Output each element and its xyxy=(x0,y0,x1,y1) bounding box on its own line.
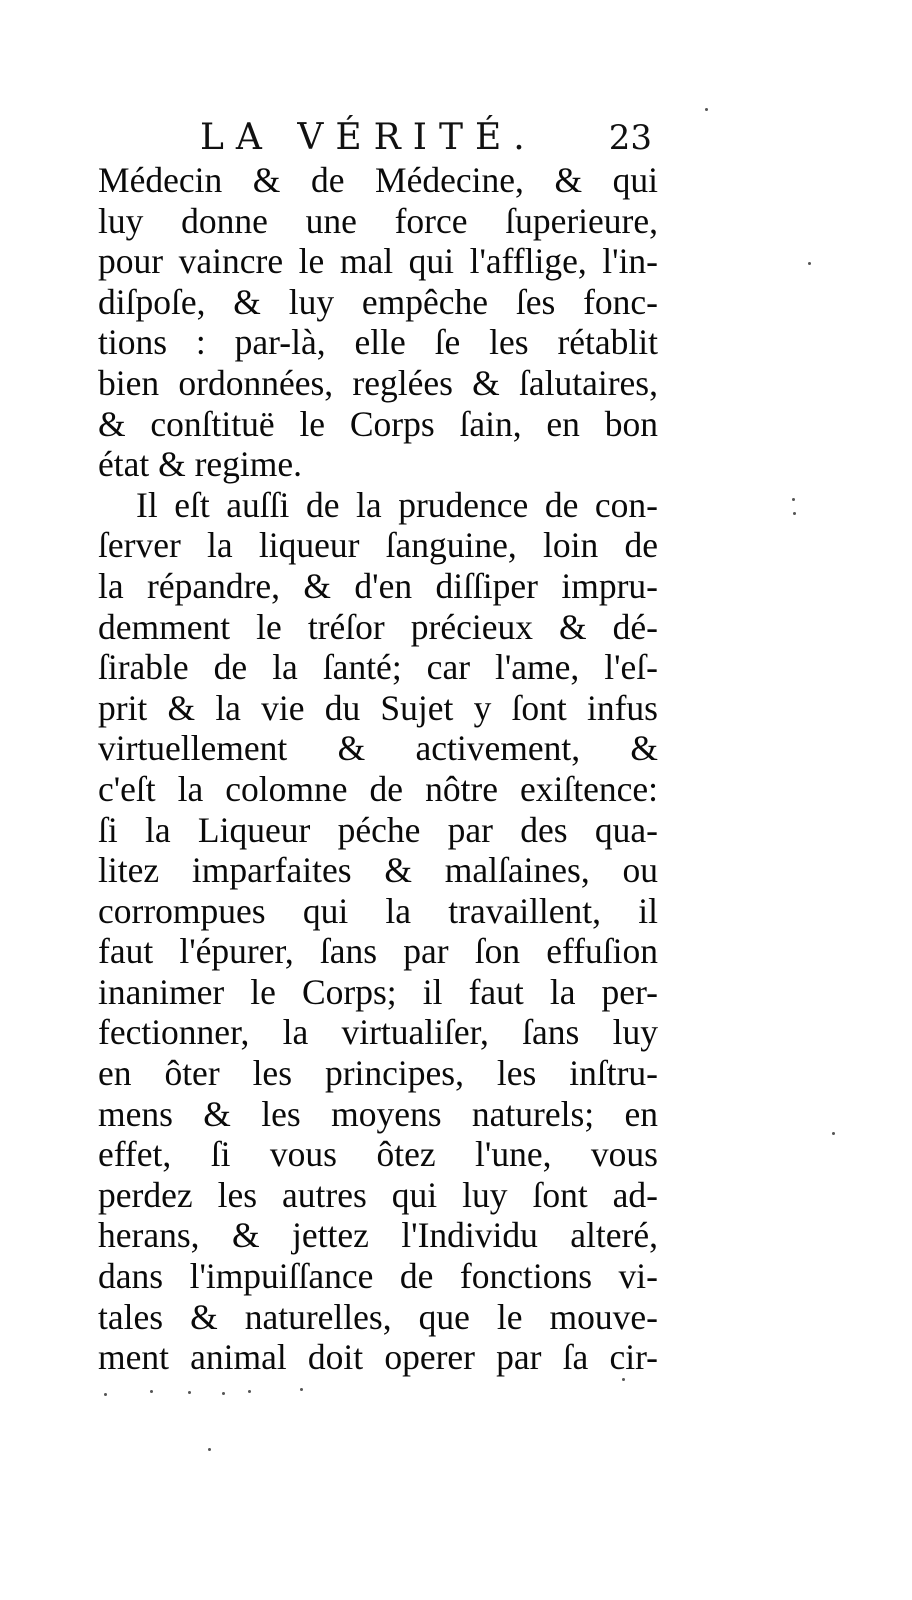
text-line: faut l'épurer, ſans par ſon effuſion xyxy=(98,931,658,972)
body-text xyxy=(98,160,658,1378)
text-line: dans l'impuiſſance de fonctions vi- xyxy=(98,1256,658,1297)
text-line: diſpoſe, & luy empêche ſes fonc- xyxy=(98,281,658,322)
speck xyxy=(792,498,795,501)
text-line: ſerver la liqueur ſanguine, loin de xyxy=(98,525,658,566)
speck xyxy=(793,512,796,515)
text-line: litez imparfaites & malſaines, ou xyxy=(98,850,658,891)
speck xyxy=(248,1390,251,1393)
text-line: inanimer le Corps; il faut la per- xyxy=(98,971,658,1012)
text-line: demment le tréſor précieux & dé- xyxy=(98,606,658,647)
text-line: état & regime. xyxy=(98,444,303,485)
speck xyxy=(104,1393,107,1396)
speck xyxy=(188,1391,191,1394)
speck xyxy=(832,1132,835,1135)
text-line: Médecin & de Médecine, & qui xyxy=(98,160,658,200)
paragraph xyxy=(98,160,658,485)
text-line: ſirable de la ſanté; car l'ame, l'eſ- xyxy=(98,647,658,688)
text-line: c'eſt la colomne de nôtre exiſtence: xyxy=(98,768,658,809)
text-line: fectionner, la virtualiſer, ſans luy xyxy=(98,1012,658,1053)
text-line: prit & la vie du Sujet y ſont infus xyxy=(98,687,658,728)
text-line: corrompues qui la travaillent, il xyxy=(98,890,658,931)
text-line: ſi la Liqueur péche par des qua- xyxy=(98,809,658,850)
running-head xyxy=(200,116,660,160)
text-line: Il eſt auſſi de la prudence de con- xyxy=(136,484,658,525)
text-line: effet, ſi vous ôtez l'une, vous xyxy=(98,1134,658,1175)
text-line: virtuellement & activement, & xyxy=(98,728,658,769)
speck xyxy=(150,1390,153,1393)
speck xyxy=(300,1388,303,1391)
speck xyxy=(622,1378,625,1381)
text-line: ment animal doit operer par ſa cir- xyxy=(98,1337,658,1378)
text-line: en ôter les principes, les inſtru- xyxy=(98,1053,658,1094)
text-line: herans, & jettez l'Individu alteré, xyxy=(98,1215,658,1256)
text-line: luy donne une force ſuperieure, xyxy=(98,200,658,241)
paragraph xyxy=(98,485,658,1378)
page-number: 23 xyxy=(608,118,652,158)
text-line: mens & les moyens naturels; en xyxy=(98,1093,658,1134)
text-line: perdez les autres qui luy ſont ad- xyxy=(98,1174,658,1215)
text-line: bien ordonnées, reglées & ſalutaires, xyxy=(98,362,658,403)
speck xyxy=(208,1448,211,1451)
text-line: tales & naturelles, que le mouve- xyxy=(98,1296,658,1337)
text-line: la répandre, & d'en diſſiper impru- xyxy=(98,565,658,606)
running-title: LA VÉRITÉ. xyxy=(200,117,537,158)
speck xyxy=(705,108,708,111)
speck xyxy=(222,1392,225,1395)
speck xyxy=(808,262,811,265)
text-line: & conſtituë le Corps ſain, en bon xyxy=(98,403,658,444)
text-line: tions : par-là, elle ſe les rétablit xyxy=(98,322,658,363)
text-line: pour vaincre le mal qui l'afflige, l'in- xyxy=(98,241,658,282)
